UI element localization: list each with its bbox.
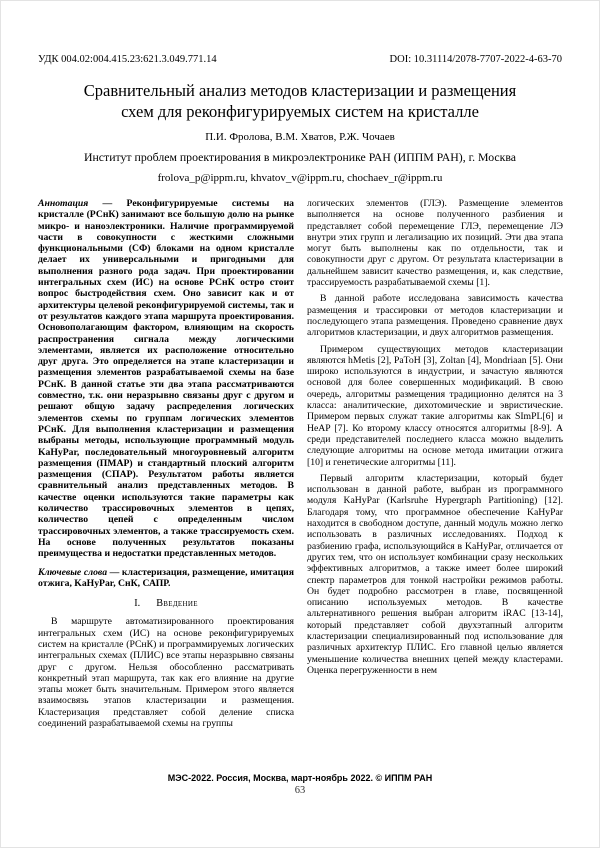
section-number: I. — [134, 598, 141, 610]
paper-title-line1: Сравнительный анализ методов кластеризации и размещения — [83, 81, 517, 100]
keywords-text: — кластеризация, размещение, имитация отжига, KaHyPar, СнК, САПР. — [38, 566, 294, 589]
abstract-text: — Реконфигурируемые системы на кристалле (РСнК) занимают все большую долю на рынке микро- и наноэлектроники. Наличие программируемой части в совокупности с жесткими сложными функциональными (СФ) блоками на одном кристалле делает их универсальными и пригодными для выполнения разного рода задач. При проектировании интегральных схем (ИС) на основе РСнК остро стоит вопрос быстродействия схем. Оно зависит как и от архитектуры целевой реконфигурируемой системы, так и от результатов каждого этапа маршрута проектирования. Основополагающим фактором, влияющим на скорость распространения сигнала между логическими элементами, является их расположение относительно друг друга. Это определяется на этапе кластеризации и размещения элементов разрабатываемой схемы на базе РСнК. В данной статье эти два этапа рассматриваются совместно, т.к. они неразрывно связаны друг с другом и решают общую задачу распределения логических элементов схемы по группам логических элементов РСнК. Для выполнения кластеризации и размещения выбраны методы, использующие программный модуль KaHyPar, последовательный многоуровневый алгоритм размещения (ПМАР) и стандартный плоский алгоритм размещения (СПАР). Результатом работы является сравнительный анализ представленных методов. В качестве оценки используются такие параметры как количество трассировочных элементов в цепях, количество цепей с определенным числом трассировочных элементов, а также трассируемость схем. На основе полученных результатов показаны преимущества и недостатки представленных методов. — [38, 198, 294, 560]
udc-code: УДК 004.02:004.415.23:621.3.049.771.14 — [38, 54, 217, 65]
two-column-body — [38, 198, 562, 734]
left-column — [38, 198, 294, 734]
section-heading-introduction — [38, 598, 294, 609]
paper-title-line2: схем для реконфигурируемых систем на кристалле — [121, 102, 479, 121]
doi-code: DOI: 10.31114/2078-7707-2022-4-63-70 — [389, 54, 562, 65]
body-paragraph-4: Первый алгоритм кластеризации, который будет использован в данной работе, выбран из программного модуля KaHyPar (Karlsruhe Hypergraph Partitioning) [12]. Благодаря тому, что программное обеспечение KaHyPar находится в свободном доступе, данный модуль можно легко использовать в различных исследованиях. Подход к разбиению графа, использующийся в KaHyPar, отличается от других тем, что он использует комбинации сразу нескольких эффективных алгоритмов, а также имеет более широкий спектр параметров для тонкой настройки режимов работы. Он будет подробно рассмотрен в главе, посвященной описанию используемых методов. В качестве альтернативного решения выбран алгоритм iRAC [13-14], который представляет собой двухэтапный алгоритм кластеризации специализированный под использование для различных архитектур ПЛИС. Его главной целью является уменьшение количества внешних цепей между кластерами. Оценка перегруженности в нем — [307, 472, 563, 676]
paper-title — [30, 80, 570, 122]
intro-paragraph: В маршруте автоматизированного проектирования интегральных схем (ИС) на основе реконфигурируемых систем на кристалле (РСнК) и программируемых логических интегральных схемах (ПЛИС) все этапы неразрывно связаны друг с другом. Нельзя обособленно рассматривать конкретный этап маршрута, так как его влияние на другие этапы может быть значительным. Примером этого является взаимосвязь этапов кластеризации и размещения. Кластеризация представляет собой деление списка соединений разрабатываемой схемы на группы — [38, 616, 294, 730]
keywords-label: Ключевые слова — [38, 566, 108, 578]
affiliation-line: Институт проблем проектирования в микроэлектронике РАН (ИППМ РАН), г. Москва — [83, 150, 517, 164]
conference-footer-line: МЭС-2022. Россия, Москва, март-ноябрь 2022. © ИППМ РАН — [167, 773, 433, 783]
keywords-paragraph — [38, 567, 294, 590]
body-paragraph-2: В данной работе исследована зависимость качества размещения и трассировки от методов кластеризации и последующего этапа размещения. Проведено сравнение двух алгоритмов кластеризации, и двух алгоритмов размещения. — [307, 293, 563, 339]
body-paragraph-3: Примером существующих методов кластеризации являются hMetis [2], PaToH [3], Zoltan [4], Mondriaan [5]. Они широко используются в индустрии, и зачастую являются основой для более совершенных модификаций. В свою очередь, алгоритмы размещения традиционно делятся на 3 класса: аналитические, дихотомические и эвристические. Примером первых служат такие алгоритмы как SImPL[6] и HeAP [7]. Ко второму классу относятся алгоритмы [8-9]. А среди представителей последнего класса можно выделить следующие алгоритмы на основе метода имитации отжига [10] и генетические алгоритмы [11]. — [307, 343, 563, 468]
author-emails: frolova_p@ippm.ru, khvatov_v@ippm.ru, chochaev_r@ippm.ru — [157, 172, 443, 184]
section-title: Введение — [156, 598, 198, 610]
body-paragraph-1: логических элементов (ГЛЭ). Размещение элементов выполняется на основе полученного разбиения и представляет собой перемещение ГЛЭ, перемещение ЛЭ внутри этих групп и легализацию их позиций. Эти два этапа могут быть выполнены как по отдельности, так и совокупности друг с другом. От результата кластеризации в дальнейшем зависит качество размещения, и, как следствие, трассируемость разрабатываемой схемы [1]. — [307, 198, 563, 289]
authors-line: П.И. Фролова, В.М. Хватов, Р.Ж. Чочаев — [205, 131, 395, 143]
page-number: 63 — [294, 785, 306, 796]
abstract-label: Аннотация — [38, 198, 89, 209]
page-footer — [1, 773, 599, 796]
page-header — [38, 53, 562, 66]
abstract-paragraph — [38, 198, 294, 560]
right-column — [307, 198, 563, 734]
